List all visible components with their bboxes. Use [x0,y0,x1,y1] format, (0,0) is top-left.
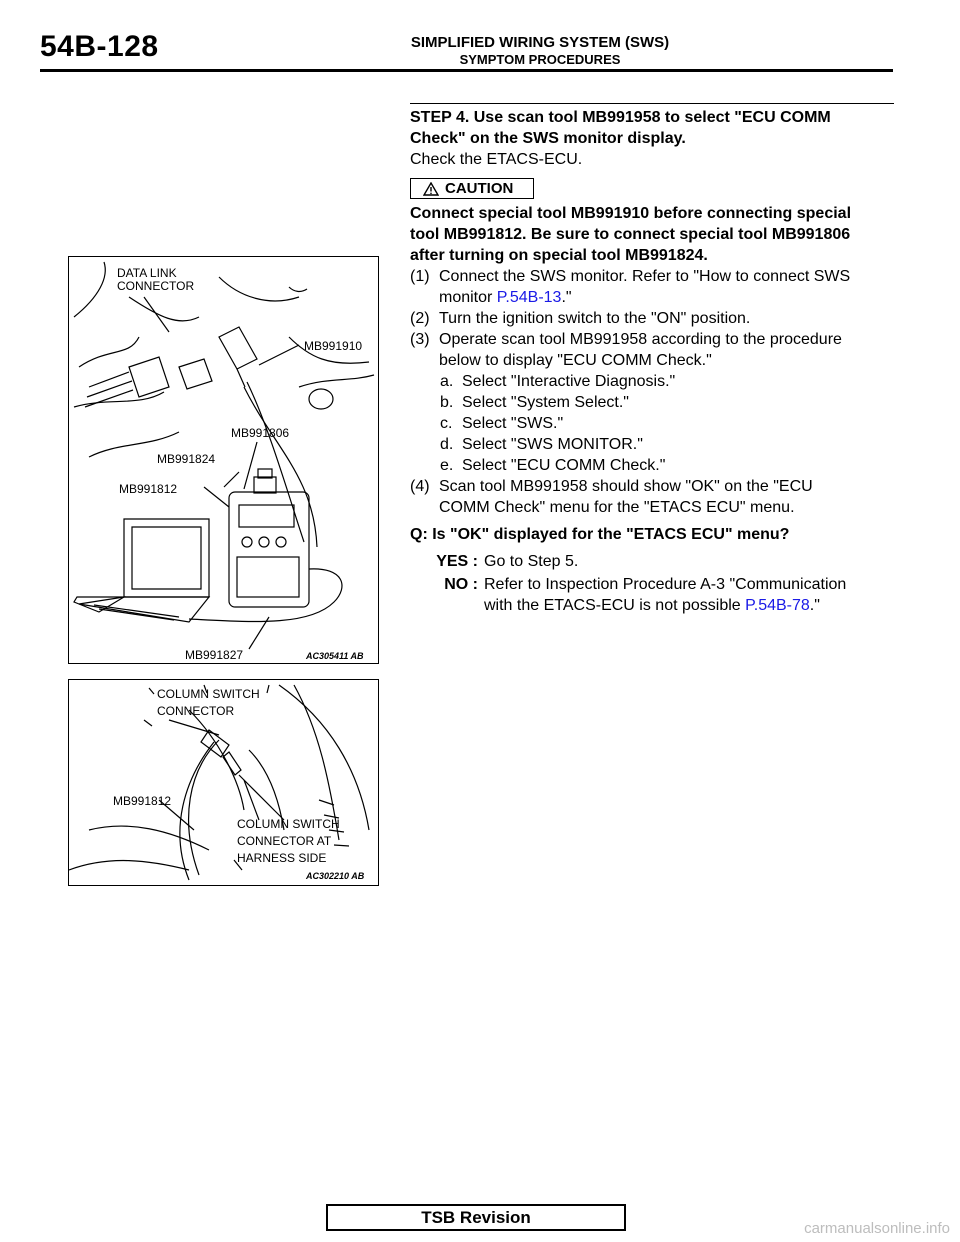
link-p54b-13[interactable]: P.54B-13 [496,289,562,306]
label-mb991827: MB991827 [185,648,244,662]
watermark: carmanualsonline.info [804,1220,950,1237]
label-harness-side-2: CONNECTOR AT [237,834,332,848]
procedure-sub-item: a. Select "Interactive Diagnosis." [440,373,676,390]
header-rule [40,69,893,72]
caution-badge [410,178,534,199]
procedure-item-4: (4) Scan tool MB991958 should show "OK" on the "ECU COMM Check" menu for the "ETACS ECU" menu. [410,478,813,516]
question-text: Q: Is "OK" displayed for the "ETACS ECU" menu? [410,526,790,543]
procedure-item-2: (2) Turn the ignition switch to the "ON" position. [410,310,751,327]
figure-scan-tool-connection [68,256,379,664]
label-data-link-connector-1: DATA LINK [117,266,177,280]
tsb-revision-box: TSB Revision [326,1204,626,1231]
page-number: 54B-128 [40,30,159,63]
label-harness-side-1: COLUMN SWITCH [237,817,340,831]
procedure-item-1: (1) Connect the SWS monitor. Refer to "How to connect SWS monitor P.54B-13." [410,268,851,306]
label-mb991910: MB991910 [304,339,363,353]
label-harness-side-3: HARNESS SIDE [237,851,327,865]
scan-tool-connection-illustration [69,257,378,663]
procedure-item-3: (3) Operate scan tool MB991958 according to the procedure below to display "ECU COMM Check." [410,331,842,369]
link-p54b-78[interactable]: P.54B-78 [745,597,810,614]
label-mb991806: MB991806 [231,426,290,440]
label-mb991812: MB991812 [119,482,178,496]
label-mb991812: MB991812 [113,794,172,808]
procedure-sub-item: b. Select "System Select." [440,394,629,411]
procedure-sub-item: c. Select "SWS." [440,415,564,432]
caution-label: CAUTION [445,180,514,197]
answer-no: NO : Refer to Inspection Procedure A-3 "Communication with the ETACS-ECU is not possible P.54B-78." [444,576,847,614]
label-column-switch-connector-1: COLUMN SWITCH [157,687,260,701]
step-check-text: Check the ETACS-ECU. [410,151,583,168]
warning-triangle-icon [423,182,439,196]
procedure-sub-item: e. Select "ECU COMM Check." [440,457,666,474]
section-subtitle: SYMPTOM PROCEDURES [459,52,621,67]
answer-yes: YES : Go to Step 5. [436,553,579,570]
section-title: SIMPLIFIED WIRING SYSTEM (SWS) [410,34,670,51]
label-data-link-connector-2: CONNECTOR [117,279,195,293]
column-switch-illustration [69,680,378,885]
label-column-switch-connector-2: CONNECTOR [157,704,235,718]
caution-text: Connect special tool MB991910 before connecting special tool MB991812. Be sure to connect special tool MB991806 after turning on special tool MB991824. [410,205,852,264]
figure-code: AC305411 AB [306,651,364,661]
step-content [410,103,894,616]
step-title: STEP 4. Use scan tool MB991958 to select "ECU COMM Check" on the SWS monitor display. [410,109,831,147]
figure-code: AC302210 AB [306,871,365,881]
label-mb991824: MB991824 [157,452,216,466]
procedure-sub-item: d. Select "SWS MONITOR." [440,436,643,453]
figure-column-switch-connector [68,679,379,886]
